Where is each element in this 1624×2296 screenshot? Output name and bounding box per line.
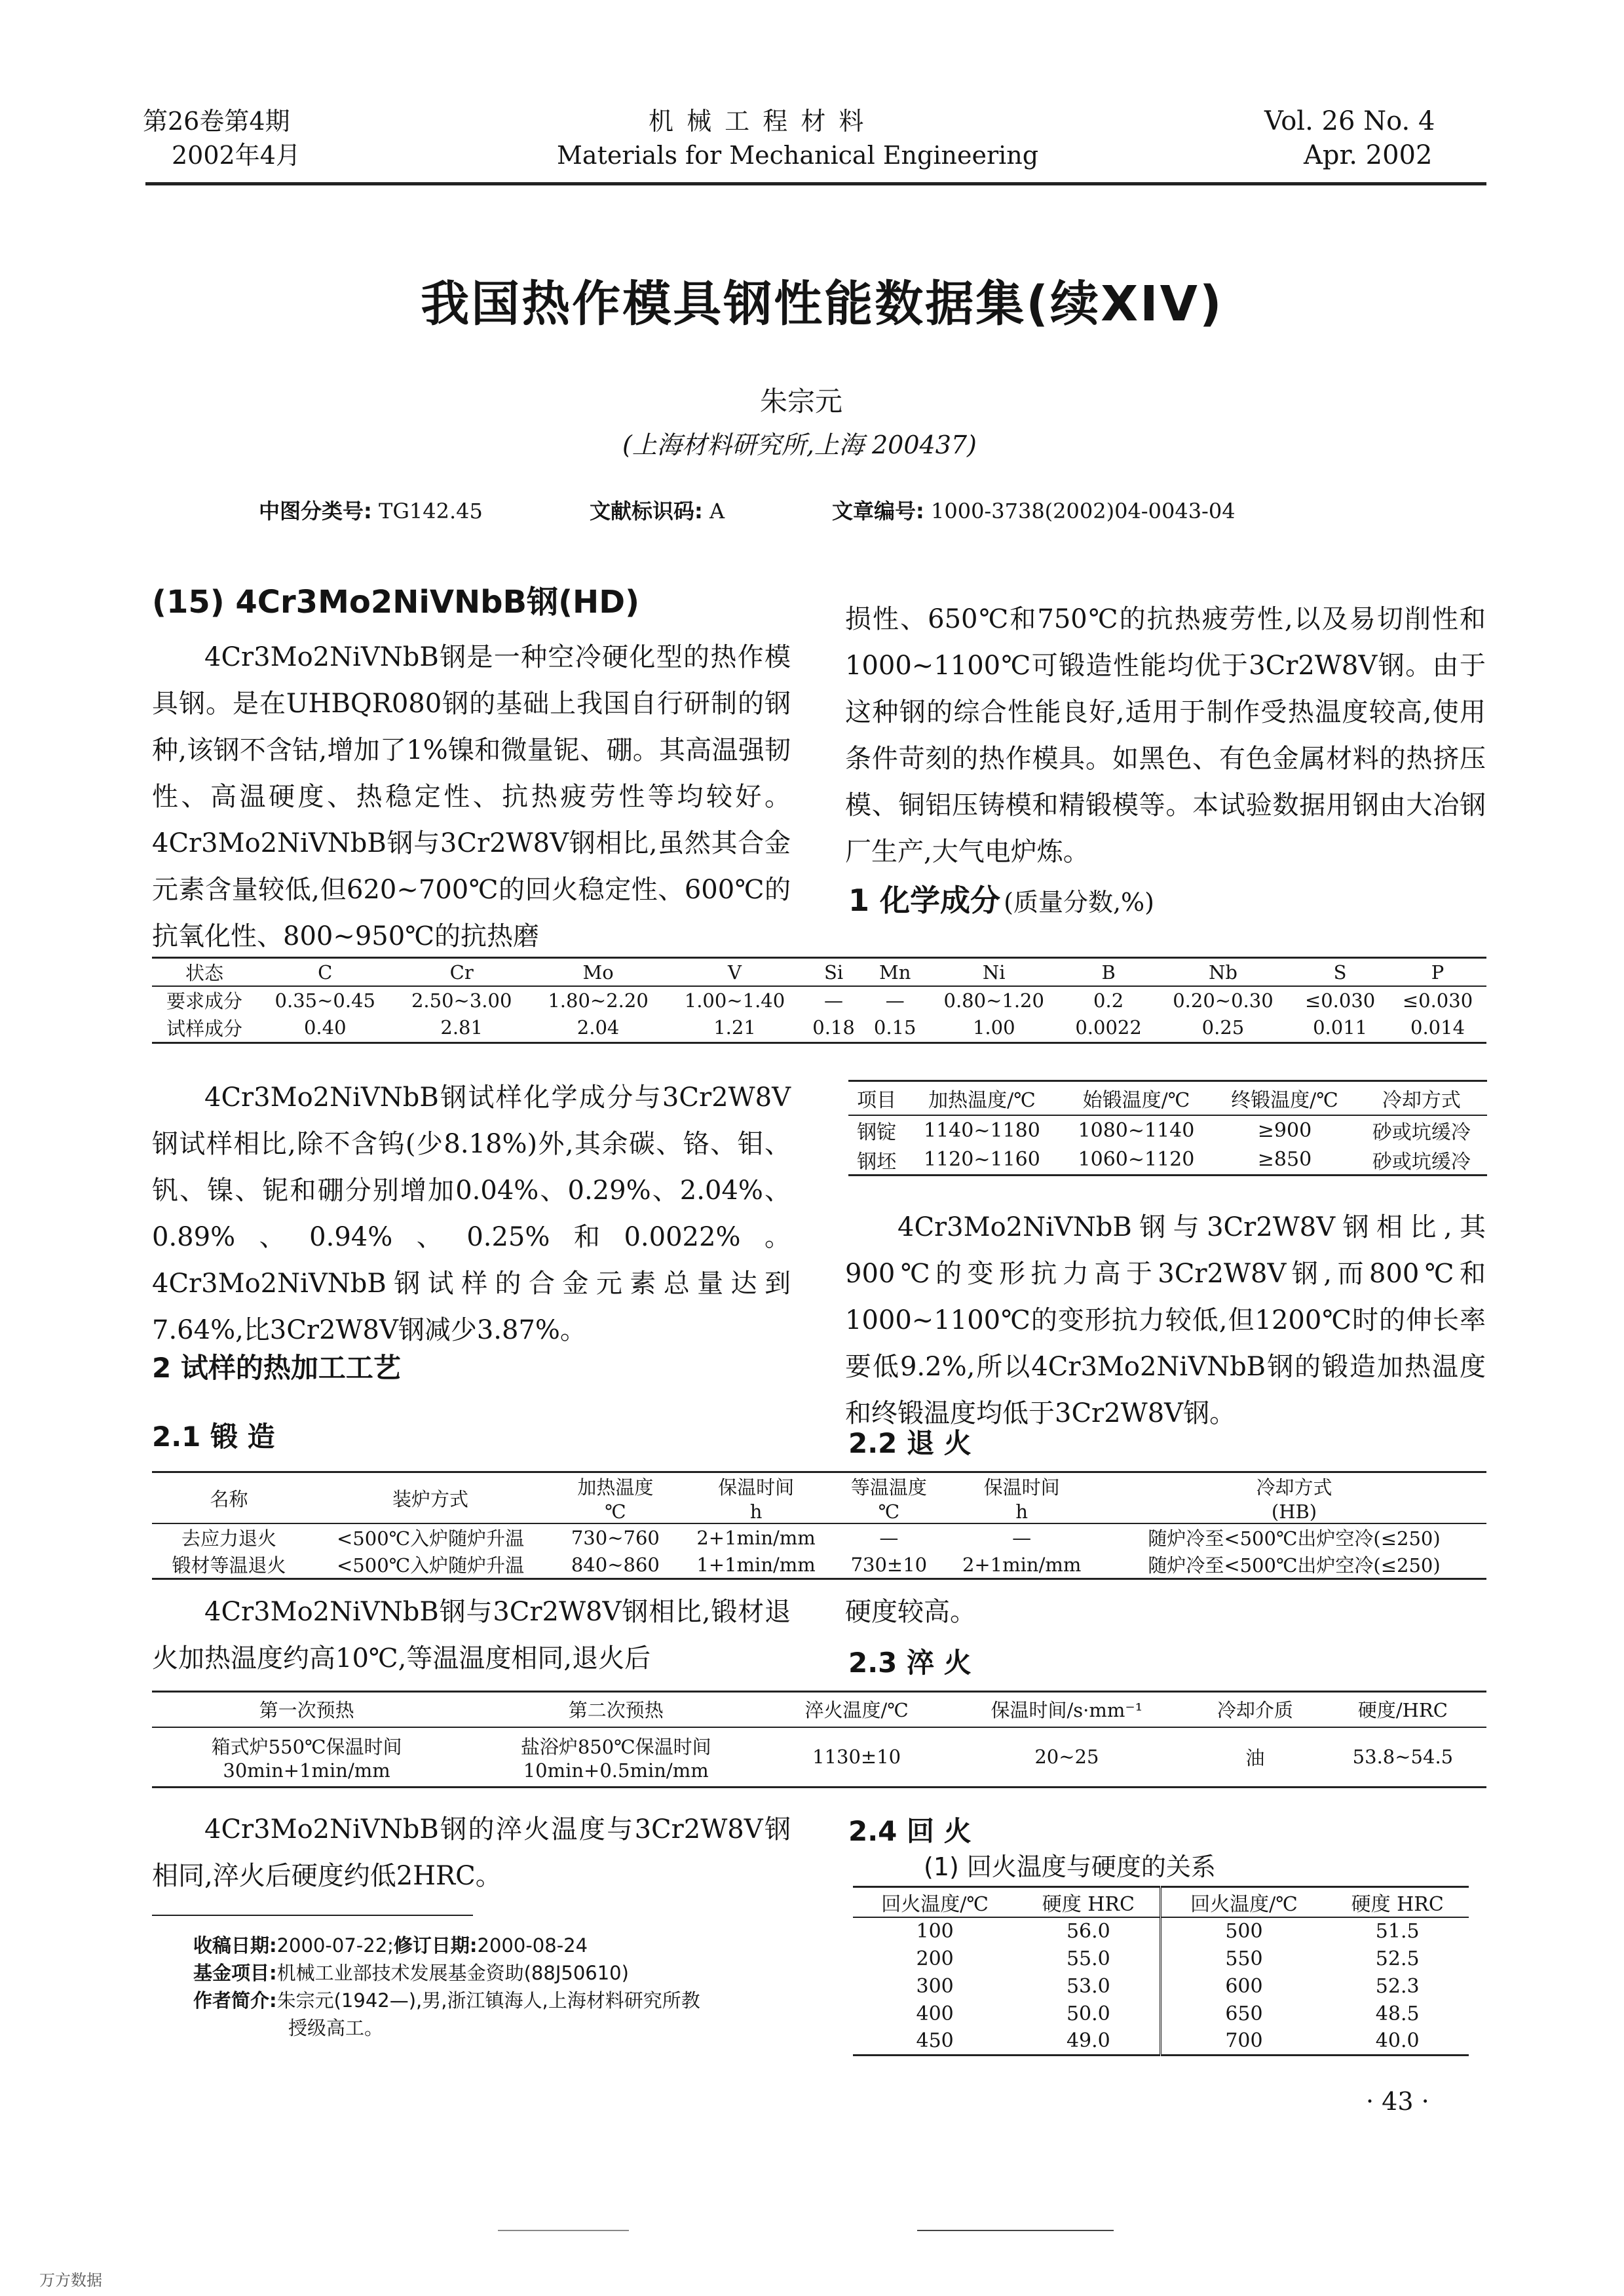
section-2-1-heading: 2.1 锻 造 bbox=[152, 1421, 275, 1453]
table-row bbox=[152, 1551, 1486, 1579]
section-1-heading bbox=[848, 877, 1154, 920]
volume-issue-cn: 第26卷第4期 bbox=[143, 107, 290, 136]
cell-line: 盐浴炉850℃保温时间 bbox=[520, 1735, 711, 1758]
cell: — bbox=[885, 989, 905, 1012]
th-cooling: 冷却方式 bbox=[1256, 1476, 1332, 1499]
th-preheat-1: 第一次预热 bbox=[259, 1699, 354, 1722]
scan-mark-left bbox=[498, 2230, 629, 2231]
section-2-heading: 2 试样的热加工工艺 bbox=[152, 1352, 401, 1384]
table-row bbox=[152, 986, 1486, 1014]
cell: 1.00 bbox=[972, 1016, 1015, 1039]
cell: 1120~1160 bbox=[924, 1148, 1040, 1172]
tempering-table bbox=[853, 1886, 1469, 2056]
table-header-row bbox=[152, 1692, 1486, 1727]
cell: 53.0 bbox=[1017, 1972, 1161, 2000]
th-c: C bbox=[318, 961, 333, 984]
forging-text: 4Cr3Mo2NiVNbB钢与3Cr2W8V钢相比,其900℃的变形抗力高于3Cr2W8V钢,而800℃和1000~1100℃的变形抗力较低,但1200℃时的伸长率要低9.2%,所以4Cr3Mo2NiVNbB钢的锻造加热温度和终锻温度均低于3Cr2W8V钢。 bbox=[845, 1212, 1486, 1428]
th-cooling: 冷却方式 bbox=[1382, 1088, 1461, 1112]
footnote-dates bbox=[193, 1932, 588, 1959]
cell: 400 bbox=[916, 2002, 954, 2025]
cell: 去应力退火 bbox=[181, 1527, 277, 1550]
th-b: B bbox=[1101, 961, 1116, 984]
section-1-sub: (质量分数,%) bbox=[1004, 888, 1154, 917]
th-quench-temp: 淬火温度/℃ bbox=[804, 1699, 909, 1722]
cell: 52.3 bbox=[1375, 1974, 1420, 1998]
section-15-heading: (15) 4Cr3Mo2NiVNbB钢(HD) bbox=[152, 584, 640, 621]
quenching-table bbox=[152, 1691, 1486, 1788]
watermark: 万方数据 bbox=[39, 2271, 102, 2289]
th-medium: 冷却介质 bbox=[1217, 1699, 1293, 1722]
cell: 48.5 bbox=[1375, 2002, 1420, 2025]
cell-preheat-2 bbox=[461, 1727, 770, 1788]
cell: ≥850 bbox=[1257, 1148, 1312, 1172]
cell: 730~760 bbox=[571, 1526, 660, 1549]
volume-issue-en: Vol. 26 No. 4 bbox=[1264, 106, 1435, 136]
cell: — bbox=[1012, 1526, 1032, 1549]
cell: — bbox=[824, 989, 844, 1012]
cell: ≥900 bbox=[1257, 1119, 1312, 1142]
cell: 锻材等温退火 bbox=[172, 1554, 286, 1577]
annealing-table bbox=[152, 1471, 1486, 1580]
cell: 1.21 bbox=[713, 1016, 756, 1039]
th-nb: Nb bbox=[1208, 961, 1237, 984]
article-no-line bbox=[832, 495, 1236, 525]
intro-continued bbox=[845, 596, 1486, 875]
scan-mark-right bbox=[917, 2230, 1114, 2231]
cell: 56.0 bbox=[1017, 1917, 1161, 1945]
cell: 53.8~54.5 bbox=[1352, 1746, 1454, 1769]
th-hold-time: 保温时间/s·mm⁻¹ bbox=[991, 1699, 1143, 1722]
table-row bbox=[853, 2027, 1469, 2055]
cell: 钢坯 bbox=[857, 1150, 897, 1174]
table-row bbox=[152, 1014, 1486, 1043]
cell: — bbox=[879, 1526, 899, 1549]
cell: 2+1min/mm bbox=[696, 1526, 816, 1549]
unit-celsius-2: ℃ bbox=[878, 1500, 900, 1523]
cell: 2+1min/mm bbox=[962, 1553, 1082, 1576]
table-header-row bbox=[152, 1472, 1486, 1501]
cell: 50.0 bbox=[1017, 2000, 1161, 2027]
classification-line bbox=[259, 495, 483, 525]
cell: 700 bbox=[1225, 2029, 1263, 2052]
footnote-fund bbox=[193, 1959, 629, 1987]
th-finish-forge: 终锻温度/℃ bbox=[1231, 1088, 1338, 1112]
annealing-text-cont: 硬度较高。 bbox=[845, 1597, 976, 1627]
cell: <500℃入炉随炉升温 bbox=[337, 1527, 525, 1550]
cell: 450 bbox=[916, 2029, 954, 2052]
section-1-title: 1 化学成分 bbox=[848, 883, 1001, 918]
forging-table bbox=[848, 1080, 1487, 1176]
cell: 随炉冷至<500℃出炉空冷(≤250) bbox=[1148, 1527, 1441, 1550]
th-heat-temp: 加热温度 bbox=[577, 1476, 654, 1499]
doc-label: 文献标识码: bbox=[590, 499, 703, 524]
footnote-author-cont: 授级高工。 bbox=[288, 2017, 384, 2039]
th-preheat-2: 第二次预热 bbox=[568, 1699, 664, 1722]
table-row bbox=[853, 1917, 1469, 1945]
date-en: Apr. 2002 bbox=[1304, 140, 1433, 170]
article-no-value: 1000-3738(2002)04-0043-04 bbox=[930, 499, 1236, 524]
chem-comparison-paragraph bbox=[152, 1075, 791, 1354]
cell: 0.35~0.45 bbox=[274, 989, 375, 1012]
cell: 0.20~0.30 bbox=[1173, 989, 1274, 1012]
intro-paragraph bbox=[152, 634, 791, 960]
cell: 200 bbox=[916, 1947, 954, 1970]
cell: 0.2 bbox=[1093, 989, 1124, 1012]
section-2-3-heading: 2.3 淬 火 bbox=[848, 1647, 972, 1679]
page-number: · 43 · bbox=[1366, 2087, 1429, 2116]
cell: 40.0 bbox=[1375, 2029, 1420, 2052]
cell: ≤0.030 bbox=[1402, 989, 1473, 1012]
th-item: 项目 bbox=[857, 1088, 897, 1112]
th-ni: Ni bbox=[982, 961, 1006, 984]
cell: 2.81 bbox=[440, 1016, 483, 1039]
author-bio-label: 作者简介: bbox=[193, 1989, 277, 2012]
th-mn: Mn bbox=[879, 961, 911, 984]
cell: 试样成分 bbox=[166, 1017, 243, 1040]
cell: 2.04 bbox=[576, 1016, 620, 1039]
cell: 730±10 bbox=[850, 1553, 928, 1576]
table-row bbox=[848, 1145, 1487, 1176]
unit-hour-2: h bbox=[1015, 1500, 1028, 1523]
th-temp: 回火温度/℃ bbox=[881, 1893, 989, 1916]
cell: 0.0022 bbox=[1075, 1016, 1142, 1039]
cell: 钢锭 bbox=[857, 1121, 897, 1144]
doc-value: A bbox=[709, 499, 725, 524]
th-hold-time: 保温时间 bbox=[718, 1476, 795, 1499]
forging-paragraph bbox=[845, 1204, 1486, 1437]
cell-line: 10min+0.5min/mm bbox=[523, 1759, 709, 1782]
cell: <500℃入炉随炉升温 bbox=[337, 1554, 525, 1577]
tempering-caption: (1) 回火温度与硬度的关系 bbox=[924, 1852, 1216, 1881]
clc-label: 中图分类号: bbox=[259, 499, 372, 524]
date-cn: 2002年4月 bbox=[172, 141, 301, 170]
annealing-text: 4Cr3Mo2NiVNbB钢与3Cr2W8V钢相比,锻材退火加热温度约高10℃,等温温度相同,退火后 bbox=[152, 1597, 791, 1674]
cell-preheat-1 bbox=[152, 1727, 461, 1788]
cell: 0.014 bbox=[1410, 1016, 1465, 1039]
header-rule bbox=[145, 182, 1486, 185]
author-affiliation: (上海材料研究所,上海 200437) bbox=[622, 430, 977, 459]
cell: 650 bbox=[1225, 2002, 1263, 2025]
cell: 840~860 bbox=[571, 1553, 660, 1576]
table-header-row bbox=[848, 1081, 1487, 1115]
cell: 550 bbox=[1225, 1947, 1263, 1970]
th-heating: 加热温度/℃ bbox=[928, 1088, 1036, 1112]
th-cr: Cr bbox=[449, 961, 474, 984]
th-charging: 装炉方式 bbox=[392, 1487, 469, 1510]
intro-text: 4Cr3Mo2NiVNbB钢是一种空冷硬化型的热作模具钢。是在UHBQR080钢的基础上我国自行研制的钢种,该钢不含钴,增加了1%镍和微量铌、硼。其高温强韧性、高温硬度、热稳定性、抗热疲劳性等均较好。4Cr3Mo2NiVNbB钢与3Cr2W8V钢相比,虽然其合金元素含量较低,但620~700℃的回火稳定性、600℃的抗氧化性、800~950℃的抗热磨 bbox=[152, 642, 791, 951]
th-hrc-2: 硬度 HRC bbox=[1351, 1893, 1444, 1916]
cell: 0.15 bbox=[873, 1016, 916, 1039]
cell: 随炉冷至<500℃出炉空冷(≤250) bbox=[1148, 1554, 1441, 1577]
table-row bbox=[152, 1523, 1486, 1551]
cell: 1.80~2.20 bbox=[548, 989, 649, 1012]
cell: 1140~1180 bbox=[924, 1119, 1040, 1142]
footnote-author bbox=[193, 1987, 700, 2014]
table-row bbox=[152, 1727, 1486, 1788]
cell: 0.18 bbox=[812, 1016, 855, 1039]
cell: 52.5 bbox=[1375, 1947, 1420, 1970]
section-2-4-heading: 2.4 回 火 bbox=[848, 1815, 972, 1847]
th-s: S bbox=[1333, 961, 1347, 984]
journal-title-en: Materials for Mechanical Engineering bbox=[557, 141, 1039, 170]
th-hrc: 硬度 HRC bbox=[1017, 1887, 1161, 1918]
unit-celsius: ℃ bbox=[605, 1500, 626, 1523]
cell: ≤0.030 bbox=[1304, 989, 1376, 1012]
cell: 600 bbox=[1225, 1974, 1263, 1998]
cell-line: 箱式炉550℃保温时间 bbox=[211, 1735, 402, 1758]
cell: 油 bbox=[1245, 1746, 1265, 1769]
section-2-2-heading: 2.2 退 火 bbox=[848, 1427, 972, 1459]
intro-continued-text: 损性、650℃和750℃的抗热疲劳性,以及易切削性和1000~1100℃可锻造性能均优于3Cr2W8V钢。由于这种钢的综合性能良好,适用于制作受热温度较高,使用条件苛刻的热作模具。如黑色、有色金属材料的热挤压模、铜铝压铸模和精锻模等。本试验数据用钢由大冶钢厂生产,大气电炉炼。 bbox=[845, 604, 1486, 867]
th-name: 名称 bbox=[210, 1487, 248, 1510]
cell: 0.25 bbox=[1201, 1016, 1245, 1039]
cell: 1+1min/mm bbox=[696, 1553, 816, 1576]
journal-title-cn: 机 械 工 程 材 料 bbox=[649, 107, 867, 136]
table-header-row bbox=[152, 958, 1486, 987]
th-v: V bbox=[728, 961, 742, 984]
author-name: 朱宗元 bbox=[760, 385, 843, 417]
cell: 51.5 bbox=[1375, 1920, 1420, 1943]
table-header-row bbox=[853, 1887, 1469, 1918]
footnote-rule bbox=[152, 1915, 473, 1916]
article-no-label: 文章编号: bbox=[832, 499, 924, 524]
annealing-paragraph-cont bbox=[845, 1589, 1486, 1636]
clc-value: TG142.45 bbox=[378, 499, 483, 524]
th-hold-time-2: 保温时间 bbox=[983, 1476, 1060, 1499]
cell-line: 30min+1min/mm bbox=[223, 1759, 390, 1782]
cell: 20~25 bbox=[1034, 1746, 1099, 1769]
th-p: P bbox=[1431, 961, 1445, 984]
article-title: 我国热作模具钢性能数据集(续XIV) bbox=[421, 276, 1224, 332]
author-bio-value: 朱宗元(1942—),男,浙江镇海人,上海材料研究所教 bbox=[276, 1989, 700, 2012]
th-iso-temp: 等温温度 bbox=[850, 1476, 927, 1499]
cell: 0.011 bbox=[1313, 1016, 1368, 1039]
fund-value: 机械工业部技术发展基金资助(88J50610) bbox=[276, 1962, 629, 1984]
received-label: 收稿日期: bbox=[193, 1934, 277, 1957]
fund-label: 基金项目: bbox=[193, 1962, 277, 1984]
cell: 55.0 bbox=[1017, 1945, 1161, 1972]
cell: 1080~1140 bbox=[1078, 1119, 1195, 1142]
cell: 1130±10 bbox=[812, 1746, 901, 1769]
quenching-paragraph bbox=[152, 1807, 791, 1900]
cell: 要求成分 bbox=[166, 990, 243, 1012]
cell: 100 bbox=[916, 1920, 954, 1943]
chem-comparison-text: 4Cr3Mo2NiVNbB钢试样化学成分与3Cr2W8V钢试样相比,除不含钨(少8.18%)外,其余碳、铬、钼、钒、镍、铌和硼分别增加0.04%、0.29%、2.04%、0.89%、0.94%、0.25%和0.0022%。4Cr3Mo2NiVNbB钢试样的合金元素总量达到7.64%,比3Cr2W8V钢减少3.87%。 bbox=[152, 1082, 791, 1345]
unit-hb: (HB) bbox=[1271, 1500, 1317, 1523]
cell: 0.80~1.20 bbox=[943, 989, 1044, 1012]
cell: 2.50~3.00 bbox=[411, 989, 512, 1012]
cell: 500 bbox=[1225, 1920, 1263, 1943]
cell: 300 bbox=[916, 1974, 954, 1998]
cell: 1.00~1.40 bbox=[684, 989, 785, 1012]
unit-hour: h bbox=[749, 1500, 763, 1523]
table-row bbox=[853, 1972, 1469, 2000]
cell: 49.0 bbox=[1017, 2027, 1161, 2055]
table-row bbox=[853, 2000, 1469, 2027]
th-hardness: 硬度/HRC bbox=[1357, 1699, 1448, 1722]
received-date: 2000-07-22; bbox=[276, 1934, 394, 1957]
th-temp-2: 回火温度/℃ bbox=[1190, 1893, 1298, 1916]
revised-label: 修订日期: bbox=[393, 1934, 478, 1957]
doc-code-line bbox=[590, 495, 725, 525]
table-row bbox=[848, 1115, 1487, 1145]
th-state: 状态 bbox=[185, 962, 224, 984]
th-mo: Mo bbox=[582, 961, 614, 984]
cell: 1060~1120 bbox=[1078, 1148, 1195, 1172]
chemical-composition-table bbox=[152, 957, 1486, 1044]
annealing-paragraph bbox=[152, 1589, 791, 1682]
table-row bbox=[853, 1945, 1469, 1972]
cell: 0.40 bbox=[303, 1016, 347, 1039]
cell: 砂或坑缓冷 bbox=[1372, 1121, 1471, 1144]
th-si: Si bbox=[823, 961, 844, 984]
cell: 砂或坑缓冷 bbox=[1372, 1150, 1471, 1174]
revised-date: 2000-08-24 bbox=[477, 1934, 588, 1957]
th-start-forge: 始锻温度/℃ bbox=[1082, 1088, 1190, 1112]
quenching-text: 4Cr3Mo2NiVNbB钢的淬火温度与3Cr2W8V钢相同,淬火后硬度约低2HRC。 bbox=[152, 1814, 791, 1891]
